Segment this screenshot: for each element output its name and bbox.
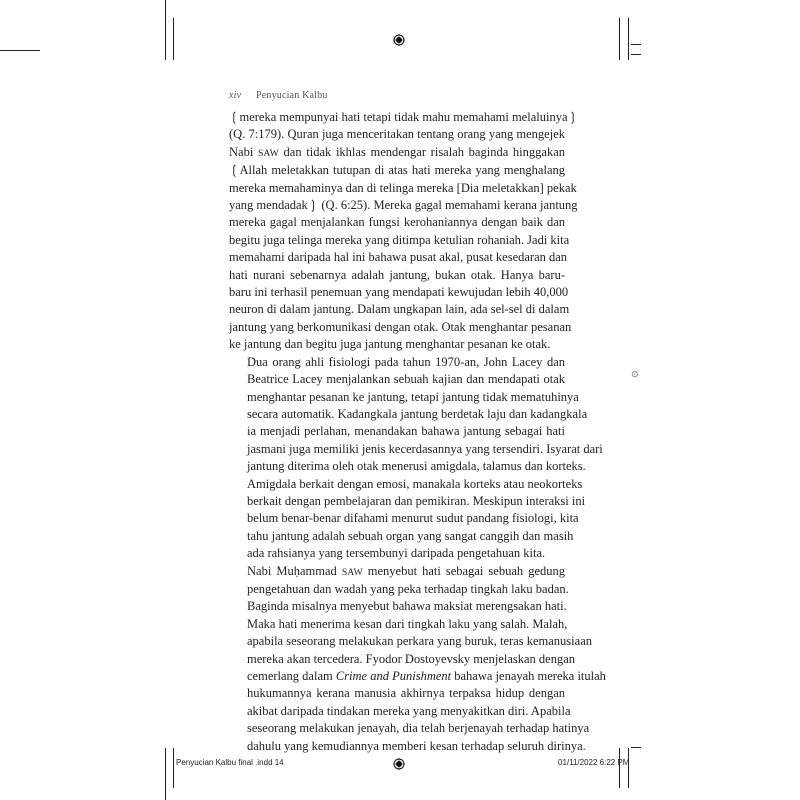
crop-mark-bottom-left-vertical-outer xyxy=(165,748,166,800)
text-line: secara automatik. Kadangkala jantung berdetak laju dan kadangkala xyxy=(247,406,588,421)
text-line: memahami daripada hal ini bahawa pusat akal, pusat kesedaran dan xyxy=(229,250,568,265)
text-line: jantung diterima oleh otak menerusi amigdala, talamus dan korteks. xyxy=(247,459,586,474)
page-body xyxy=(229,109,606,755)
text-line: (Q. 7:179). Quran juga menceritakan tentang orang yang mengejek xyxy=(229,127,565,142)
slug-filename: Penyucian Kalbu final .indd 14 xyxy=(176,758,284,767)
side-registration-icon: ⊙ xyxy=(631,370,639,380)
crop-mark-bottom-right-vertical-outer xyxy=(628,748,629,788)
text-line: ke jantung dan begitu juga jantung menghantar pesanan ke otak. xyxy=(229,337,551,352)
running-header xyxy=(229,90,328,101)
text-line: yang mendadak❳ (Q. 6:25). Mereka gagal memahami kerana jantung xyxy=(229,198,578,213)
text-line: ❲Allah meletakkan tutupan di atas hati mereka yang menghalang xyxy=(229,163,565,178)
text-line: begitu juga telinga mereka yang ditimpa ketulian rohaniah. Jadi kita xyxy=(229,232,570,247)
registration-mark-icon xyxy=(393,34,405,46)
crop-mark-top-left-vertical-inner xyxy=(173,18,174,60)
text-line: Maka hati menerima kesan dari tingkah laku yang salah. Malah, xyxy=(247,616,568,631)
paragraph xyxy=(229,109,578,354)
paragraph xyxy=(229,563,606,755)
text-line: mereka memahaminya dan di telinga mereka [Dia meletakkan] pekak xyxy=(229,180,577,195)
paragraph xyxy=(229,354,603,563)
crop-mark-top-right-vertical-inner xyxy=(619,18,620,60)
text-line: Beatrice Lacey menjalankan sebuah kajian dan mendapati otak xyxy=(247,372,565,387)
text-line: tahu jantung adalah sebuah organ yang sangat canggih dan masih xyxy=(247,528,574,543)
crop-mark-top-left-vertical-outer xyxy=(165,0,166,60)
text-line: apabila seseorang melakukan perkara yang buruk, teras kemanusiaan xyxy=(247,634,592,649)
registration-mark-icon-bottom xyxy=(393,758,405,770)
text-line: dahulu yang kemudiannya memberi kesan terhadap seluruh dirinya. xyxy=(247,738,586,753)
text-line: mereka akan tercedera. Fyodor Dostoyevsky menjelaskan dengan xyxy=(247,651,576,666)
text-line: Nabi SAW dan tidak ikhlas mendengar risalah baginda hinggakan xyxy=(229,144,565,159)
text-line: baru ini terhasil penemuan yang mendapati kewujudan lebih 40,000 xyxy=(229,285,569,300)
text-line: ada rahsianya yang tersembunyi daripada pengetahuan kita. xyxy=(247,546,546,561)
text-line: Baginda misalnya menyebut bahawa maksiat merengsakan hati. xyxy=(247,599,567,614)
crop-mark-top-right-horizontal xyxy=(631,54,641,55)
text-line: hati nurani sebenarnya adalah jantung, bukan otak. Hanya baru- xyxy=(229,267,565,282)
slug-datetime: 01/11/2022 6:22 PM xyxy=(558,758,630,767)
text-line: seseorang melakukan jenayah, dia telah berjenayah terhadap hatinya xyxy=(247,721,590,736)
crop-mark-top-left-horizontal xyxy=(0,50,40,51)
text-line: menghantar pesanan ke jantung, tetapi jantung tidak mematuhinya xyxy=(247,389,579,404)
text-line: berkait dengan pembelajaran dan pemikiran. Meskipun interaksi ini xyxy=(247,493,586,508)
honorific-saw: SAW xyxy=(341,566,363,578)
text-line: Amigdala berkait dengan emosi, manakala korteks atau neokorteks xyxy=(247,476,583,491)
text-line: ia menjadi perlahan, menandakan bahawa jantung sebagai hati xyxy=(247,424,565,439)
crop-mark-top-right-vertical-outer xyxy=(628,18,629,60)
text-line: mereka gagal menjalankan fungsi kerohaniannya dengan baik dan xyxy=(229,215,565,230)
text-line: hukumannya kerana manusia akhirnya terpaksa hidup dengan xyxy=(247,686,565,701)
text-line: ❲mereka mempunyai hati tetapi tidak mahu memahami melaluinya❳ xyxy=(229,110,578,124)
text-line: jasmani juga memiliki jenis kecerdasannya yang tersendiri. Isyarat dari xyxy=(247,441,603,456)
crop-mark-bottom-left-vertical-inner xyxy=(173,748,174,788)
text-line: akibat daripada tindakan mereka yang menyakitkan diri. Apabila xyxy=(247,703,571,718)
text-line: belum benar-benar difahami menurut sudut pandang fisiologi, kita xyxy=(247,511,579,526)
text-line: cemerlang dalam Crime and Punishment bahawa jenayah mereka itulah xyxy=(247,669,606,683)
text-line: neuron di dalam jantung. Dalam ungkapan lain, ada sel-sel di dalam xyxy=(229,302,570,317)
running-title: Penyucian Kalbu xyxy=(255,90,328,101)
text-line: Nabi Muḥammad SAW menyebut hati sebagai sebuah gedung xyxy=(247,563,565,578)
text-line: pengetahuan dan wadah yang peka terhadap tingkah laku badan. xyxy=(247,581,569,596)
book-title: Crime and Punishment xyxy=(335,669,452,683)
text-line: Dua orang ahli fisiologi pada tahun 1970-an, John Lacey dan xyxy=(247,354,565,369)
page-folio: xiv xyxy=(229,90,242,101)
honorific-saw: SAW xyxy=(257,147,279,159)
crop-mark-bottom-right-vertical-inner xyxy=(619,748,620,788)
text-line: jantung yang berkomunikasi dengan otak. Otak menghantar pesanan xyxy=(229,319,572,334)
crop-mark-top-right-horizontal-2 xyxy=(631,44,641,45)
crop-mark-bottom-right-horizontal xyxy=(631,747,641,748)
